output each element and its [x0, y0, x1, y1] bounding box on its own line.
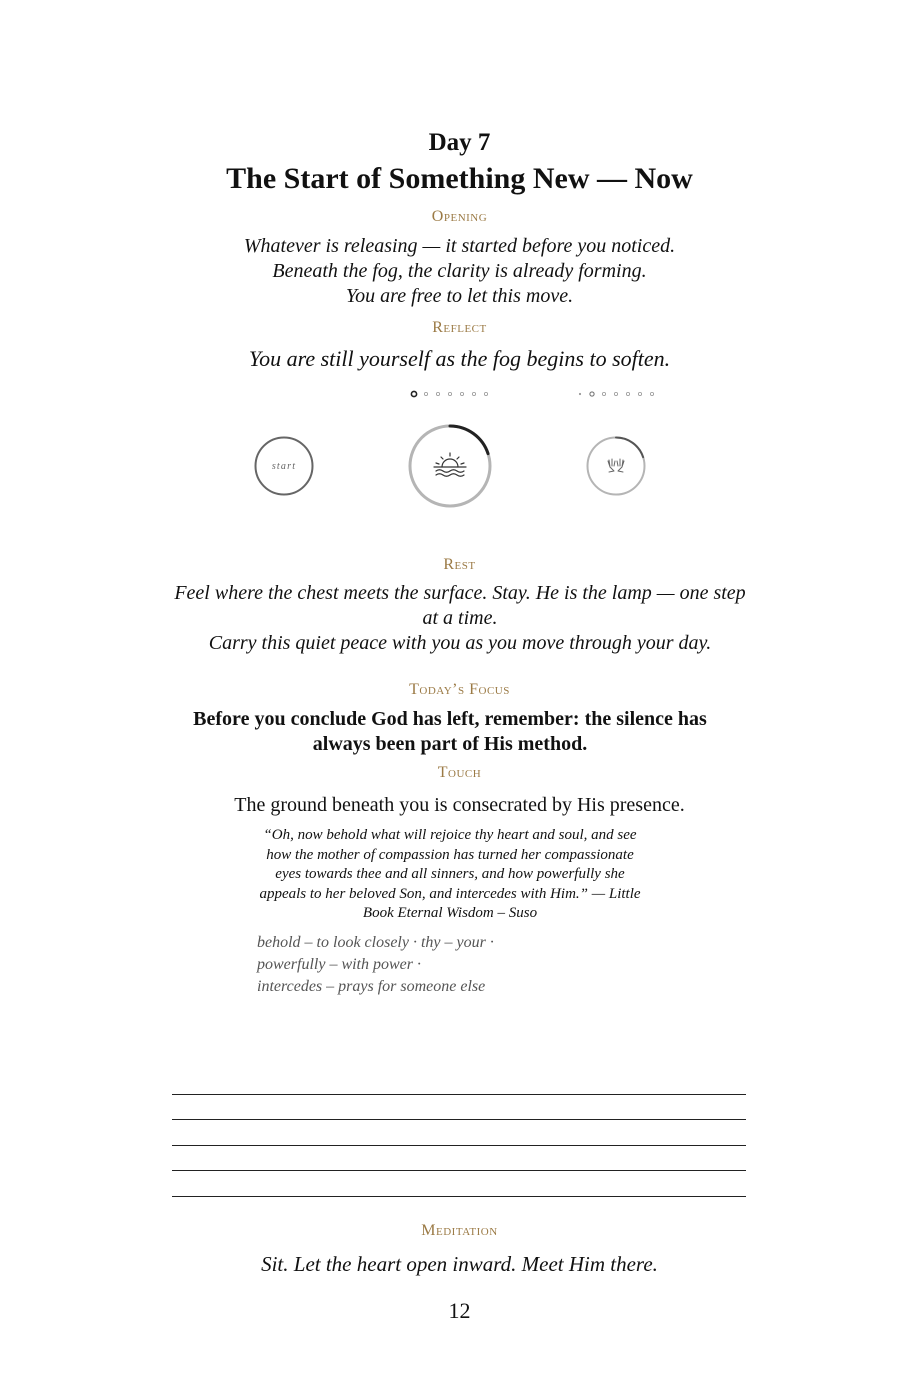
- reflect-text: You are still yourself as the fog begins to soften.: [248, 346, 671, 371]
- right-progress-ring[interactable]: [588, 438, 645, 495]
- start-label: start: [271, 461, 297, 472]
- writing-line[interactable]: [172, 1094, 746, 1095]
- glossary: [257, 932, 494, 998]
- page-dots-right: [579, 392, 654, 396]
- page-number: 12: [448, 1298, 471, 1323]
- writing-line[interactable]: [172, 1145, 746, 1146]
- page-title: The Start of Something New — Now: [226, 162, 693, 195]
- writing-line[interactable]: [172, 1119, 746, 1120]
- center-progress-ring[interactable]: [410, 426, 490, 506]
- touch-text: The ground beneath you is consecrated by His presence.: [234, 794, 685, 816]
- section-label-meditation: Meditation: [421, 1222, 498, 1239]
- section-label-reflect: Reflect: [432, 319, 487, 336]
- section-label-opening: Opening: [431, 208, 488, 225]
- progress-widget: [0, 0, 919, 540]
- page-dot[interactable]: [602, 392, 605, 395]
- opening-line: Whatever is releasing — it started before you noticed.: [243, 235, 676, 257]
- page-dots-left: [411, 391, 487, 396]
- page-dot[interactable]: [448, 392, 451, 395]
- rest-text: [165, 581, 755, 656]
- rest-line: Feel where the chest meets the surface. Stay. He is the lamp — one step at a time.: [174, 582, 746, 629]
- page-dot[interactable]: [614, 392, 617, 395]
- writing-line[interactable]: [172, 1170, 746, 1171]
- glossary-line: powerfully – with power ·: [257, 956, 421, 973]
- start-button[interactable]: [256, 438, 313, 495]
- page-dot-active[interactable]: [411, 391, 416, 396]
- page-dot[interactable]: [626, 392, 629, 395]
- section-label-todays-focus: Today’s Focus: [409, 681, 510, 698]
- page-dot[interactable]: [424, 392, 427, 395]
- meditation-text: Sit. Let the heart open inward. Meet Him there.: [261, 1252, 658, 1276]
- opening-line: Beneath the fog, the clarity is already forming.: [272, 260, 647, 282]
- page-dot[interactable]: [460, 392, 463, 395]
- page-dot[interactable]: [650, 392, 653, 395]
- section-label-rest: Rest: [443, 556, 476, 573]
- quote-text: “Oh, now behold what will rejoice thy heart and soul, and see how the mother of compassion has turned her compassionate eyes towards thee and all sinners, and how powerfully she appeals to her beloved Son, and intercedes with Him.” — Little Book Eternal Wisdom – Suso: [259, 827, 641, 921]
- glossary-line: intercedes – prays for someone else: [257, 978, 486, 995]
- rest-line: Carry this quiet peace with you as you move through your day.: [208, 632, 712, 654]
- focus-text: Before you conclude God has left, remember: the silence has always been part of His method.: [193, 708, 707, 755]
- page-dot[interactable]: [638, 392, 641, 395]
- page-dot[interactable]: [579, 393, 581, 395]
- page-dot[interactable]: [484, 392, 487, 395]
- day-heading: Day 7: [428, 129, 491, 156]
- opening-line: You are free to let this move.: [345, 285, 574, 307]
- section-label-touch: Touch: [437, 764, 482, 781]
- glossary-line: behold – to look closely · thy – your ·: [257, 934, 494, 951]
- page-dot[interactable]: [472, 392, 475, 395]
- page-dot-active[interactable]: [590, 392, 594, 396]
- page-dot[interactable]: [436, 392, 439, 395]
- writing-line[interactable]: [172, 1196, 746, 1197]
